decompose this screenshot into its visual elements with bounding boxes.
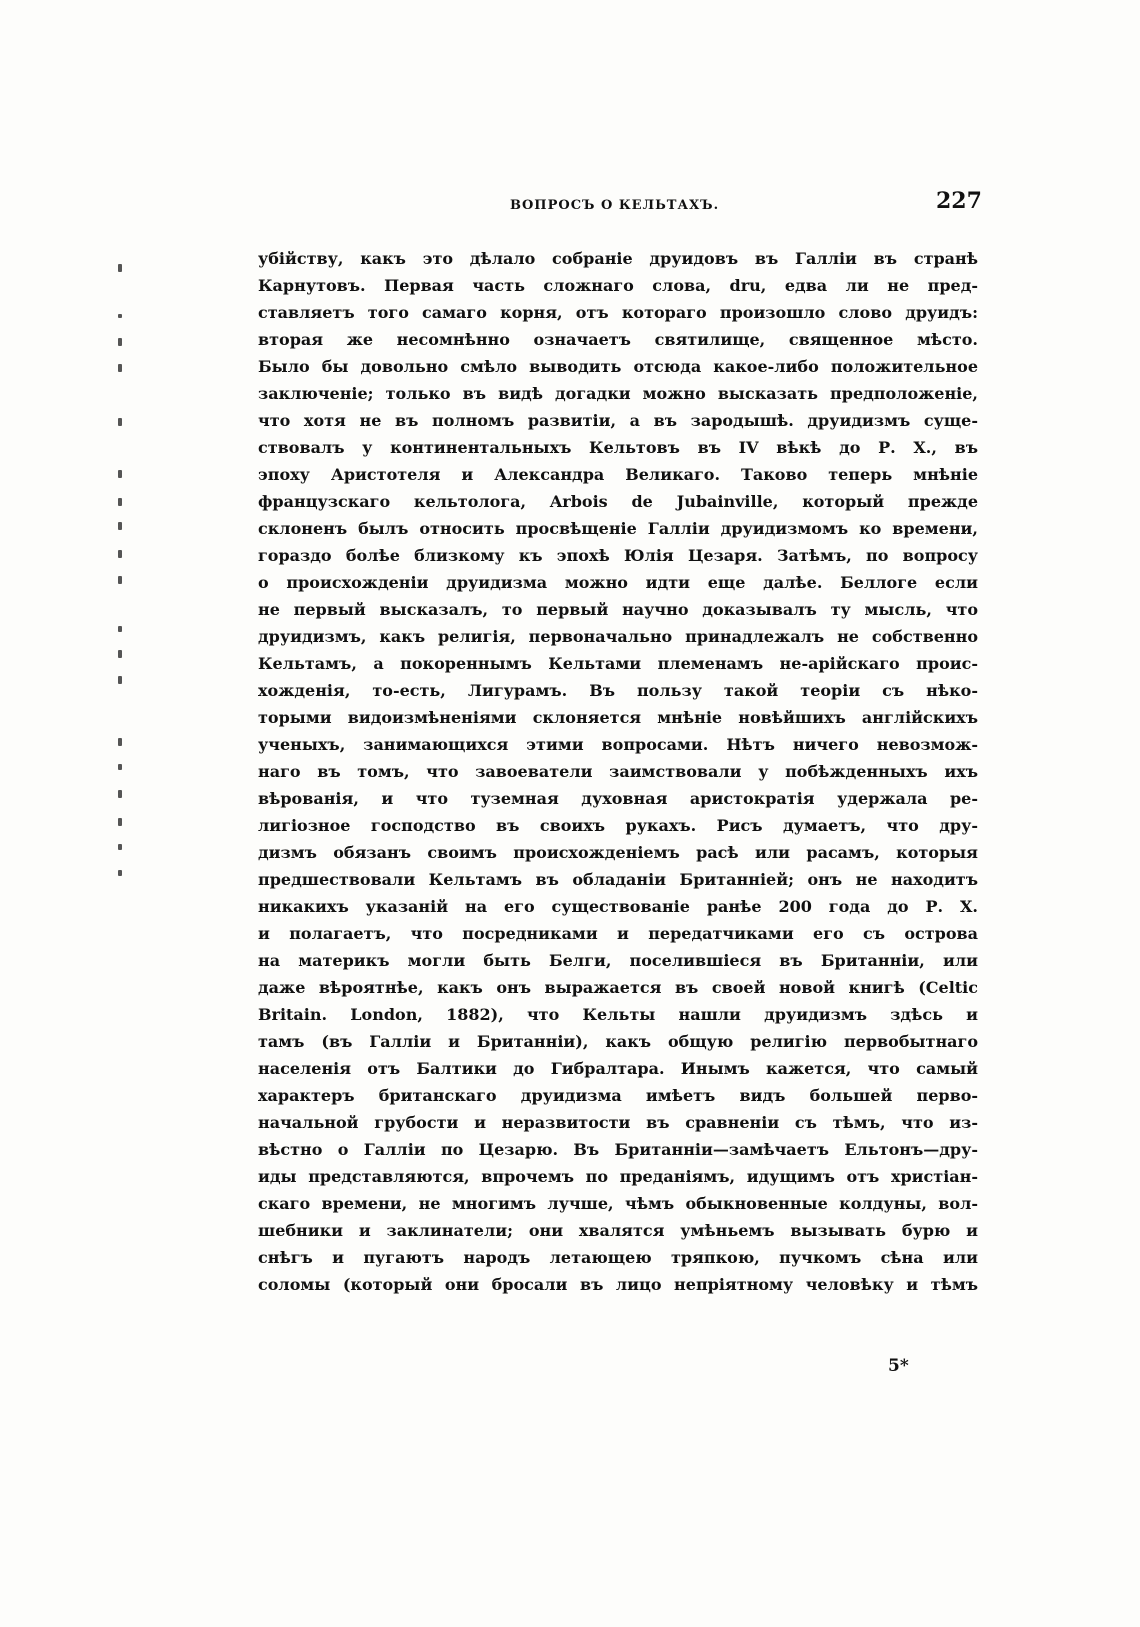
margin-mark [118, 364, 122, 372]
text-line: вѣстно о Галліи по Цезарю. Въ Британніи—замѣчаетъ Ельтонъ—дру- [258, 1140, 978, 1159]
margin-mark [118, 818, 122, 826]
margin-mark [118, 738, 122, 746]
margin-mark [118, 498, 122, 506]
margin-mark [118, 338, 122, 346]
text-line: скаго времени, не многимъ лучше, чѣмъ обыкновенные колдуны, вол- [258, 1194, 978, 1213]
text-line: вѣрованія, и что туземная духовная аристократія удержала ре- [258, 789, 978, 808]
text-line: населенія отъ Балтики до Гибралтара. Инымъ кажется, что самый [258, 1059, 978, 1078]
margin-mark [118, 418, 122, 426]
text-line: тамъ (въ Галліи и Британніи), какъ общую религію первобытнаго [258, 1032, 978, 1051]
text-line: начальной грубости и неразвитости въ сравненіи съ тѣмъ, что из- [258, 1113, 978, 1132]
body-text [258, 245, 978, 1298]
text-line: Карнутовъ. Первая часть сложнаго слова, dru, едва ли не пред- [258, 276, 978, 295]
text-line: гораздо болѣе близкому къ эпохѣ Юлія Цезаря. Затѣмъ, по вопросу [258, 546, 978, 565]
text-line: Britain. London, 1882), что Кельты нашли друидизмъ здѣсь и [258, 1005, 978, 1024]
margin-mark [118, 626, 122, 632]
text-line: характеръ британскаго друидизма имѣетъ видъ большей перво- [258, 1086, 978, 1105]
text-line: снѣгъ и пугаютъ народъ летающею тряпкою, пучкомъ сѣна или [258, 1248, 978, 1267]
text-line: не первый высказалъ, то первый научно доказывалъ ту мысль, что [258, 600, 978, 619]
text-line: Кельтамъ, а покореннымъ Кельтами племенамъ не-арійскаго проис- [258, 654, 978, 673]
margin-mark [118, 676, 122, 684]
margin-mark [118, 264, 122, 272]
margin-mark [118, 870, 122, 876]
text-line: Было бы довольно смѣло выводить отсюда какое-либо положительное [258, 357, 978, 376]
text-line: даже вѣроятнѣе, какъ онъ выражается въ своей новой книгѣ (Celtic [258, 978, 978, 997]
margin-mark [118, 844, 122, 850]
margin-mark [118, 576, 122, 584]
text-line: соломы (который они бросали въ лицо непріятному человѣку и тѣмъ [258, 1275, 978, 1294]
text-line: что хотя не въ полномъ развитіи, а въ зародышѣ. друидизмъ суще- [258, 411, 978, 430]
signature-mark: 5* [888, 1356, 909, 1376]
text-line: и полагаетъ, что посредниками и передатчиками его съ острова [258, 924, 978, 943]
text-line: лигіозное господство въ своихъ рукахъ. Рисъ думаетъ, что дру- [258, 816, 978, 835]
text-line: на материкъ могли быть Белги, поселившіеся въ Британніи, или [258, 951, 978, 970]
text-line: шебники и заклинатели; они хвалятся умѣньемъ вызывать бурю и [258, 1221, 978, 1240]
text-line: о происхожденіи друидизма можно идти еще далѣе. Беллоге если [258, 573, 978, 592]
text-line: ученыхъ, занимающихся этими вопросами. Нѣтъ ничего невозмож- [258, 735, 978, 754]
text-line: склоненъ былъ относить просвѣщеніе Галліи друидизмомъ ко времени, [258, 519, 978, 538]
text-line: убійству, какъ это дѣлало собраніе друидовъ въ Галліи въ странѣ [258, 249, 978, 268]
margin-mark [118, 314, 122, 318]
page-number: 227 [936, 188, 982, 214]
running-head: ВОПРОСЪ О КЕЛЬТАХЪ. [510, 198, 720, 213]
text-line: французскаго кельтолога, Arbois de Jubainville, который прежде [258, 492, 978, 511]
text-line: иды представляются, впрочемъ по преданіямъ, идущимъ отъ христіан- [258, 1167, 978, 1186]
text-line: эпоху Аристотеля и Александра Великаго. Таково теперь мнѣніе [258, 465, 978, 484]
margin-mark [118, 522, 122, 530]
text-line: друидизмъ, какъ религія, первоначально принадлежалъ не собственно [258, 627, 978, 646]
margin-mark [118, 764, 122, 770]
text-line: предшествовали Кельтамъ въ обладаніи Британніей; онъ не находитъ [258, 870, 978, 889]
text-line: хожденія, то-есть, Лигурамъ. Въ пользу такой теоріи съ нѣко- [258, 681, 978, 700]
text-line: наго въ томъ, что завоеватели заимствовали у побѣжденныхъ ихъ [258, 762, 978, 781]
margin-mark [118, 470, 122, 478]
text-line: торыми видоизмѣненіями склоняется мнѣніе новѣйшихъ англійскихъ [258, 708, 978, 727]
text-line: заключеніе; только въ видѣ догадки можно высказать предположеніе, [258, 384, 978, 403]
text-line: вторая же несомнѣнно означаетъ святилище, священное мѣсто. [258, 330, 978, 349]
text-line: ствовалъ у континентальныхъ Кельтовъ въ IV вѣкѣ до Р. Х., въ [258, 438, 978, 457]
text-line: ставляетъ того самаго корня, отъ котораго произошло слово друидъ: [258, 303, 978, 322]
margin-mark [118, 790, 122, 798]
text-line: дизмъ обязанъ своимъ происхожденіемъ расѣ или расамъ, которыя [258, 843, 978, 862]
text-line: никакихъ указаній на его существованіе ранѣе 200 года до Р. Х. [258, 897, 978, 916]
margin-mark [118, 550, 122, 558]
margin-mark [118, 650, 122, 658]
